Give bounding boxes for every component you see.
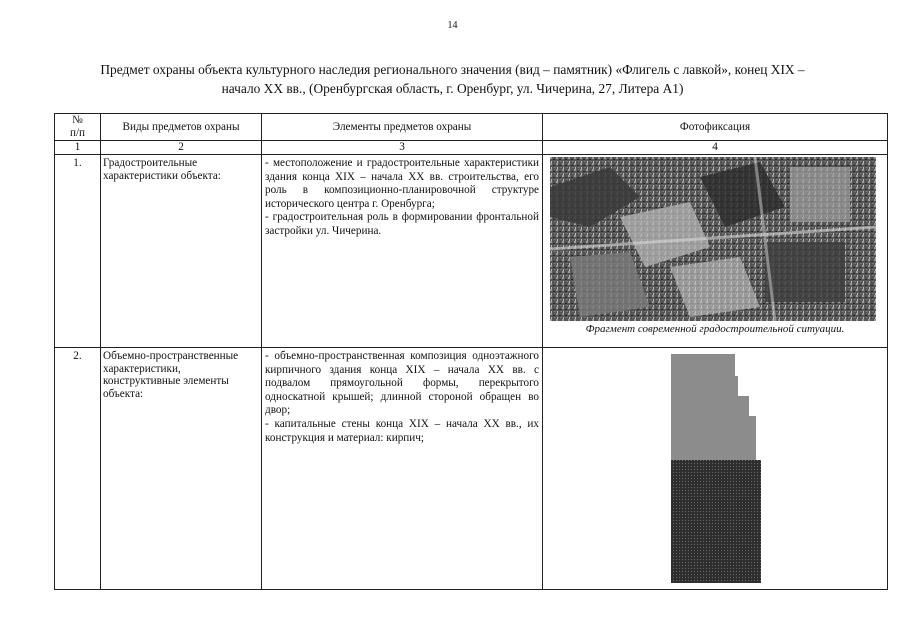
protection-elements	[262, 348, 543, 590]
document-title	[40, 60, 865, 98]
photo-cell	[543, 348, 888, 590]
element-item: - местоположение и градостроительные характеристики здания конца XIX – начала XX вв. строительства, его роль в композиционно-планировочной структуре исторического центра г. Оренбурга;	[265, 157, 539, 210]
title-line-2: начало XX вв., (Оренбургская область, г. Оренбург, ул. Чичерина, 27, Литера А1)	[221, 81, 684, 96]
aerial-photo-image	[550, 157, 876, 321]
header-photo: Фотофиксация	[543, 114, 888, 141]
row-number: 2.	[55, 348, 101, 590]
element-item: - градостроительная роль в формировании фронтальной застройки ул. Чичерина.	[265, 211, 539, 237]
colnum-4: 4	[543, 141, 888, 155]
table-row	[55, 348, 888, 590]
building-plan-image	[543, 348, 888, 583]
header-number: № п/п	[55, 114, 101, 141]
header-kind: Виды предметов охраны	[101, 114, 262, 141]
protection-kind: Объемно-пространственные характеристики, конструктивные элементы объекта:	[101, 348, 262, 590]
page-number: 14	[447, 20, 458, 31]
title-line-1: Предмет охраны объекта культурного наследия регионального значения (вид – памятник) «Флигель с лавкой», конец XIX –	[100, 62, 805, 77]
photo-caption: Фрагмент современной градостроительной ситуации.	[585, 323, 845, 335]
photo-cell	[543, 155, 888, 348]
protection-kind: Градостроительные характеристики объекта:	[101, 155, 262, 348]
colnum-3: 3	[262, 141, 543, 155]
header-row	[55, 114, 888, 141]
element-item: - объемно-пространственная композиция одноэтажного кирпичного здания конца XIX – начала XX вв. с подвалом прямоугольной формы, перекрытого односкатной крышей; длинной стороной обращен во двор;	[265, 350, 539, 417]
aerial-photo	[550, 157, 876, 321]
table-row	[55, 155, 888, 348]
protection-subject-table	[54, 113, 888, 590]
colnum-2: 2	[101, 141, 262, 155]
protection-elements	[262, 155, 543, 348]
column-number-row	[55, 141, 888, 155]
header-elements: Элементы предметов охраны	[262, 114, 543, 141]
colnum-1: 1	[55, 141, 101, 155]
element-item: - капитальные стены конца XIX – начала XX вв., их конструкция и материал: кирпич;	[265, 417, 539, 444]
row-number: 1.	[55, 155, 101, 348]
